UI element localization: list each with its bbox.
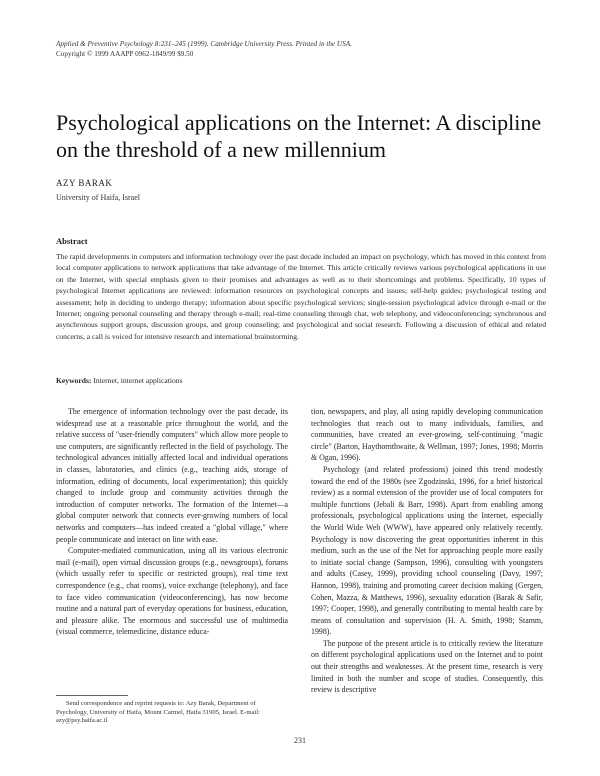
body-column-left bbox=[56, 406, 288, 638]
body-column-right bbox=[311, 406, 543, 696]
author-name: AZY BARAK bbox=[56, 178, 113, 188]
keywords-value: Internet, internet applications bbox=[93, 376, 183, 385]
abstract-text: The rapid developments in computers and information technology over the past decade included an impact on psychology, which has moved in this context from local computer applications to network applications that take advantage of the Internet. This article critically reviews various psychological applications in use on the Internet, with special emphasis given to their promises and advantages as well as to their shortcomings and problems. Specifically, 10 types of psychological Internet applications are reviewed: information resources on psychological concepts and issues; self-help guides; psychological testing and assessment; help in deciding to undergo therapy; information about specific psychological services; single-session psychological advice through e-mail or the Internet; ongoing personal counseling and therapy through e-mail; real-time counseling through chat, web telephony, and videoconferencing; synchronous and asynchronous support groups, discussion groups, and group counseling; and psychological and social research. Following a discussion of ethical and related concerns, a call is voiced for intensive research and international brainstorming. bbox=[56, 252, 546, 341]
body-paragraph: The purpose of the present article is to critically review the literature on different psychological applications used on the Internet and to point out their strengths and weaknesses. At the present time, research is very limited in both the number and scope of studies. Consequently, this review is descriptive bbox=[311, 638, 543, 695]
footnote-rule bbox=[56, 695, 128, 696]
body-paragraph: tion, newspapers, and play, all using rapidly developing communication technologies that reach out to many individuals, families, and communities, have created an ever-growing, self-continuing "magic circle" (Barton, Haythornthwaite, & Wellman, 1997; Jones, 1998; Morris & Ogan, 1996). bbox=[311, 407, 543, 463]
body-paragraph: Psychology (and related professions) joined this trend modestly toward the end of the 1980s (see Zgodzinski, 1996, for a brief historical review) as a normal extension of the provider use of local computers for multiple functions (Jebali & Barr, 1998). Apart from enabling among professionals, psychological applications using the Internet, especially the World Wide Web (WWW), have appeared only relatively recently. Psychology is now discovering the great opportunities inherent in this medium, such as the use of the Net for approaching people more easily to initiate social change (Sampson, 1996), consulting with youngsters and adults (Casey, 1999), providing school counseling (Davy, 1997; Hannon, 1998), training and promoting career decision making (Gergen, Cohen, Mazza, & Matthews, 1996), sexuality education (Barak & Safir, 1997; Cooper, 1998), and generally contributing to mental health care by means of consultation and supervision (H. A. Smith, 1998; Stamm, 1998). bbox=[311, 464, 543, 637]
keywords-line bbox=[56, 376, 183, 385]
page-number: 231 bbox=[294, 736, 306, 745]
abstract-heading: Abstract bbox=[56, 236, 88, 246]
correspondence-footnote: Send correspondence and reprint requests to: Azy Barak, Department of Psychology, University of Haifa, Mount Carmel, Haifa 31905, Israel. E-mail: azy@psy.haifa.ac.il bbox=[56, 700, 260, 725]
keywords-label: Keywords: bbox=[56, 376, 92, 385]
article-title: Psychological applications on the Internet: A discipline on the threshold of a new millennium bbox=[56, 109, 542, 162]
journal-header bbox=[56, 40, 556, 59]
author-affiliation: University of Haifa, Israel bbox=[56, 193, 140, 202]
journal-citation: Applied & Preventive Psychology 8:231–245 (1999). Cambridge University Press. Printed in the USA. bbox=[56, 40, 352, 48]
copyright-line: Copyright © 1999 AAAPP 0962-1849/99 $9.50 bbox=[56, 49, 194, 58]
body-paragraph: Computer-mediated communication, using all its various electronic mail (e-mail), open virtual discussion groups (e.g., newsgroups), forums (which usually refer to specific or restricted groups), real time text correspondence (e.g., chat rooms), voice exchange (telephony), and face to face video communication (videoconferencing), has now become routine and a natural part of everyday operations for business, education, and pleasure alike. The enormous and successful use of multimedia (visual commerce, telemedicine, distance educa- bbox=[56, 546, 288, 637]
body-paragraph: The emergence of information technology over the past decade, its widespread use at a reasonable price throughout the world, and the relative success of "user-friendly computers" which allow more people to use computers, are significantly reflected in the field of psychology. The technological advances initially affected local and individual operations in classes, laboratories, and clinics (e.g., teaching aids, storage of information, editing of documents, local experimentation); this quickly changed to include group and community activities through the introduction of computer networks. The formation of the Internet—a global computer network that connects ever-growing numbers of local networks and computers—has indeed created a "global village," where people communicate and interact on line with ease. bbox=[56, 407, 288, 544]
